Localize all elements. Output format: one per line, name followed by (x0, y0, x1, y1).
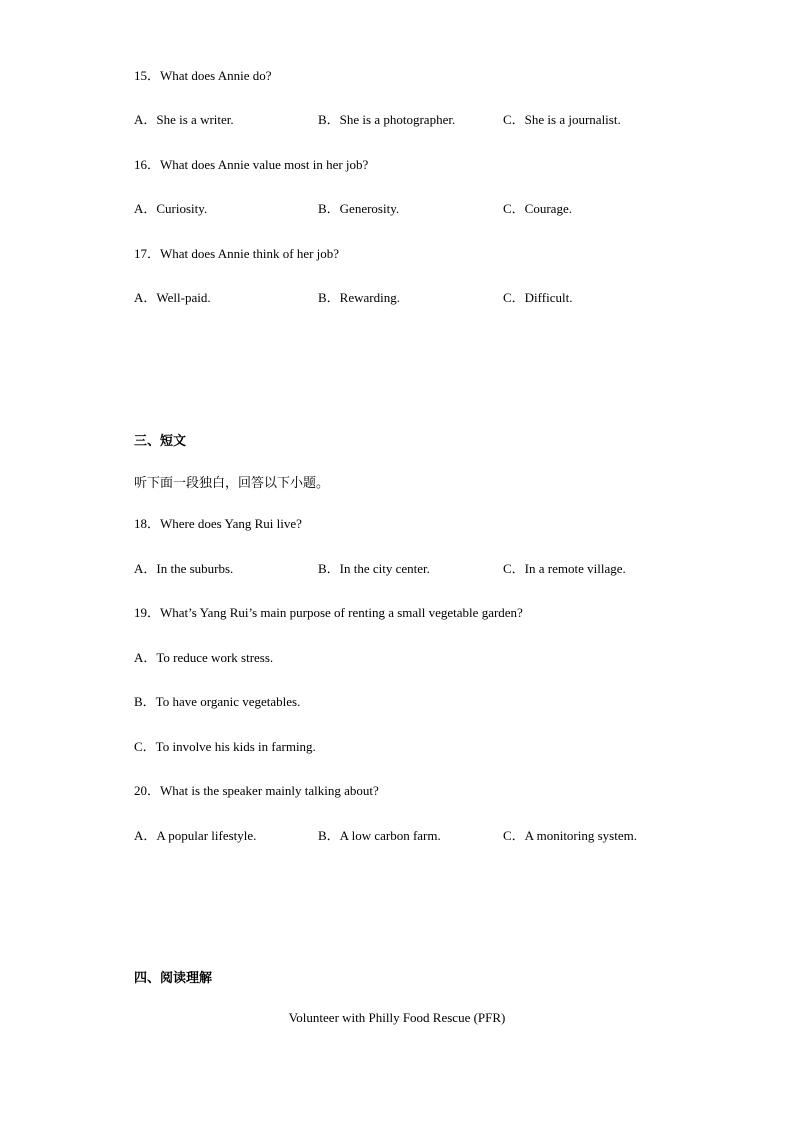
section-4-title: 四、阅读理解 (134, 971, 213, 986)
q20-option-a: A．A popular lifestyle. (134, 828, 257, 843)
q18-option-b: B．In the city center. (318, 561, 430, 576)
q18-option-c: C．In a remote village. (503, 561, 626, 576)
section-3-instruction: 听下面一段独白，回答以下小题。 (134, 476, 330, 491)
q16-option-a: A．Curiosity. (134, 201, 208, 216)
q17-option-b: B．Rewarding. (318, 290, 400, 305)
passage-title: Volunteer with Philly Food Rescue (PFR) (288, 1010, 506, 1025)
q15-option-c: C．She is a journalist. (503, 112, 621, 127)
question-18: 18．Where does Yang Rui live? (134, 516, 302, 531)
question-17: 17．What does Annie think of her job? (134, 246, 340, 261)
q20-option-b: B．A low carbon farm. (318, 828, 441, 843)
q17-option-a: A．Well-paid. (134, 290, 211, 305)
q19-option-a: A．To reduce work stress. (134, 650, 274, 665)
q19-option-b: B．To have organic vegetables. (134, 694, 301, 709)
q18-option-a: A．In the suburbs. (134, 561, 234, 576)
q19-option-c: C．To involve his kids in farming. (134, 739, 316, 754)
q16-option-b: B．Generosity. (318, 201, 400, 216)
q16-option-c: C．Courage. (503, 201, 572, 216)
q17-option-c: C．Difficult. (503, 290, 573, 305)
q15-option-a: A．She is a writer. (134, 112, 234, 127)
question-16: 16．What does Annie value most in her job? (134, 157, 369, 172)
question-20: 20．What is the speaker mainly talking about? (134, 783, 379, 798)
q15-option-b: B．She is a photographer. (318, 112, 456, 127)
section-3-title: 三、短文 (134, 434, 187, 449)
q20-option-c: C．A monitoring system. (503, 828, 637, 843)
question-15: 15．What does Annie do? (134, 68, 272, 83)
question-19: 19．What’s Yang Rui’s main purpose of renting a small vegetable garden? (134, 605, 523, 620)
